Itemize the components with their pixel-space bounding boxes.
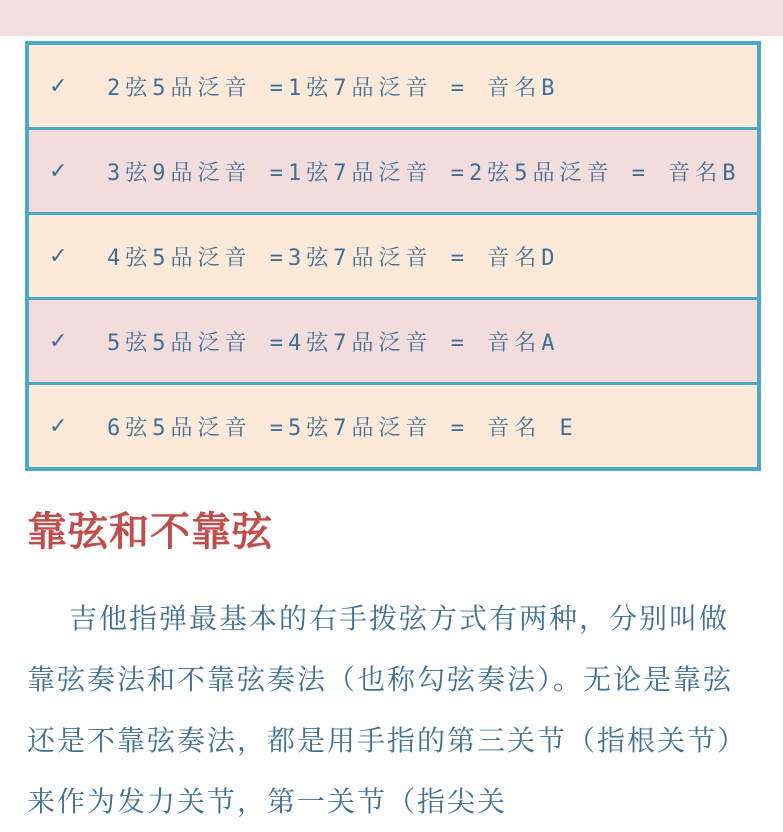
section-heading: 靠弦和不靠弦 [27,509,273,555]
table-row [29,45,757,127]
table-row [29,300,757,382]
check-icon: ✓ [49,158,68,184]
section-paragraph: 吉他指弹最基本的右手拨弦方式有两种，分别叫做靠弦奏法和不靠弦奏法（也称勾弦奏法）。无论是靠弦还是不靠弦奏法，都是用手指的第三关节（指根关节）来作为发力关节，第一关节（指尖关 [27,602,748,818]
check-icon: ✓ [49,243,68,269]
top-band [0,0,783,36]
check-icon: ✓ [49,413,68,439]
harmonics-table [25,41,761,471]
check-icon: ✓ [49,328,68,354]
row-text: 4弦5品泛音 =3弦7品泛音 = 音名D [107,245,560,271]
row-text: 6弦5品泛音 =5弦7品泛音 = 音名 E [107,415,578,441]
table-row [29,385,757,467]
table-row [29,215,757,297]
row-text: 3弦9品泛音 =1弦7品泛音 =2弦5品泛音 = 音名B [107,160,741,186]
row-text: 5弦5品泛音 =4弦7品泛音 = 音名A [107,330,560,356]
row-text: 2弦5品泛音 =1弦7品泛音 = 音名B [107,75,560,101]
table-row [29,130,757,212]
check-icon: ✓ [49,73,68,99]
